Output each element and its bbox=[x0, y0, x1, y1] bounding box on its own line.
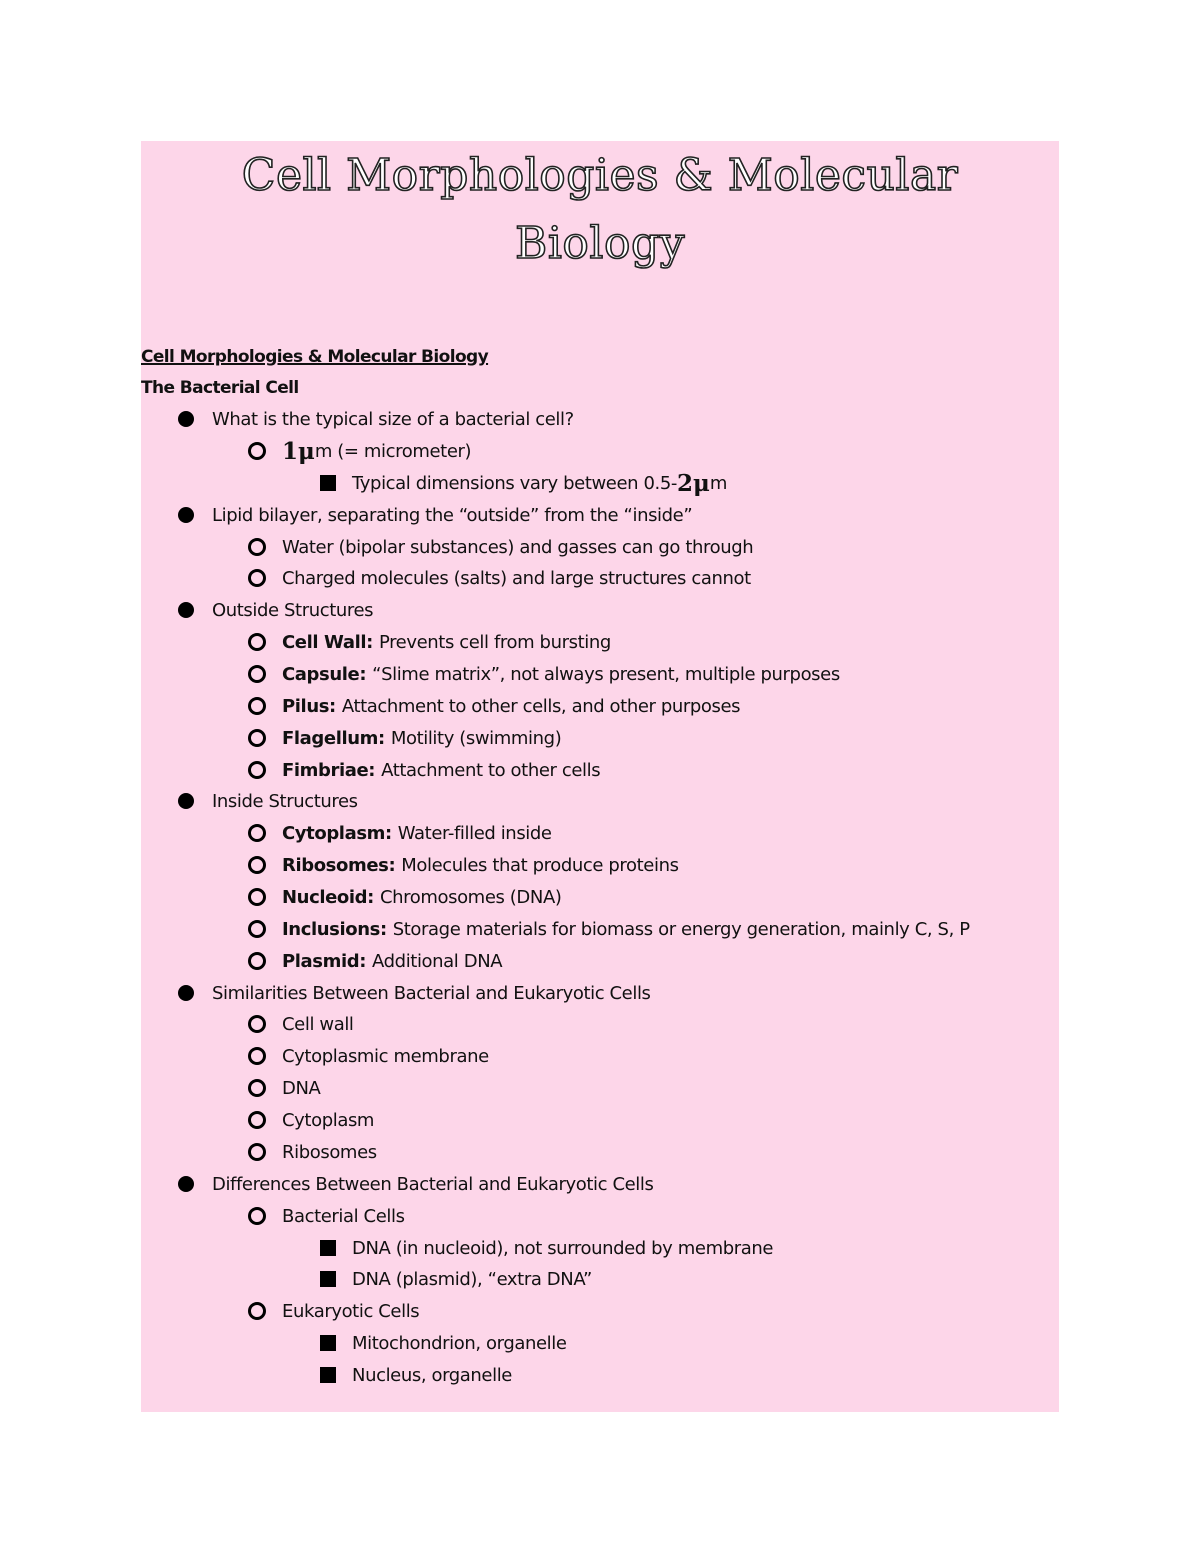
term-label: Plasmid: bbox=[282, 950, 367, 972]
hollow-circle-bullet-icon bbox=[248, 888, 266, 906]
list-item bbox=[320, 1329, 567, 1357]
term-label: Inclusions: bbox=[282, 918, 387, 940]
hollow-circle-bullet-icon bbox=[248, 761, 266, 779]
list-item bbox=[248, 533, 753, 561]
hollow-circle-bullet-icon bbox=[248, 856, 266, 874]
hollow-circle-bullet-icon bbox=[248, 952, 266, 970]
term-description: Attachment to other cells bbox=[381, 759, 601, 781]
list-item-text: Typical dimensions vary between 0.5- bbox=[352, 472, 677, 494]
list-item bbox=[248, 628, 611, 656]
list-item-text: What is the typical size of a bacterial cell? bbox=[212, 408, 574, 430]
list-item-text: Mitochondrion, organelle bbox=[352, 1332, 567, 1354]
list-item bbox=[248, 437, 471, 465]
list-item-text: m bbox=[709, 472, 727, 494]
list-item-text: Lipid bilayer, separating the “outside” from the “inside” bbox=[212, 504, 693, 526]
term-label: Fimbriae: bbox=[282, 759, 376, 781]
list-item bbox=[248, 1202, 405, 1230]
title-line: Cell Morphologies & Molecular bbox=[241, 150, 959, 201]
list-item bbox=[178, 596, 373, 624]
square-bullet-icon bbox=[320, 1240, 336, 1256]
square-bullet-icon bbox=[320, 1271, 336, 1287]
list-item bbox=[320, 469, 727, 497]
list-item bbox=[248, 1106, 374, 1134]
subheading: The Bacterial Cell bbox=[141, 378, 299, 398]
hollow-circle-bullet-icon bbox=[248, 1047, 266, 1065]
hollow-circle-bullet-icon bbox=[248, 665, 266, 683]
term-label: Pilus: bbox=[282, 695, 336, 717]
filled-circle-bullet-icon bbox=[178, 985, 194, 1001]
list-item-text: DNA (in nucleoid), not surrounded by membrane bbox=[352, 1237, 774, 1259]
term-description: Molecules that produce proteins bbox=[401, 854, 679, 876]
list-item bbox=[178, 501, 692, 529]
filled-circle-bullet-icon bbox=[178, 793, 194, 809]
term-description: Prevents cell from bursting bbox=[378, 631, 611, 653]
list-item bbox=[178, 979, 651, 1007]
list-item-text: Inside Structures bbox=[212, 790, 358, 812]
section-heading: Cell Morphologies & Molecular Biology bbox=[141, 347, 489, 367]
list-item bbox=[248, 947, 502, 975]
hollow-circle-bullet-icon bbox=[248, 1079, 266, 1097]
hollow-circle-bullet-icon bbox=[248, 697, 266, 715]
hollow-circle-bullet-icon bbox=[248, 1111, 266, 1129]
list-item-text: DNA (plasmid), “extra DNA” bbox=[352, 1268, 592, 1290]
list-item-text: Charged molecules (salts) and large structures cannot bbox=[282, 567, 751, 589]
list-item bbox=[248, 883, 561, 911]
list-item bbox=[248, 915, 970, 943]
list-item-text: Similarities Between Bacterial and Eukaryotic Cells bbox=[212, 982, 651, 1004]
list-item-text: Cytoplasmic membrane bbox=[282, 1045, 489, 1067]
term-label: Nucleoid: bbox=[282, 886, 374, 908]
list-item-text: Bacterial Cells bbox=[282, 1205, 405, 1227]
list-item bbox=[248, 692, 740, 720]
term-description: Chromosomes (DNA) bbox=[379, 886, 562, 908]
hollow-circle-bullet-icon bbox=[248, 1143, 266, 1161]
filled-circle-bullet-icon bbox=[178, 602, 194, 618]
term-label: Cytoplasm: bbox=[282, 822, 392, 844]
square-bullet-icon bbox=[320, 1367, 336, 1383]
list-item bbox=[248, 1042, 489, 1070]
hollow-circle-bullet-icon bbox=[248, 920, 266, 938]
list-item bbox=[320, 1361, 512, 1389]
hollow-circle-bullet-icon bbox=[248, 442, 266, 460]
list-item bbox=[248, 1010, 354, 1038]
square-bullet-icon bbox=[320, 475, 336, 491]
list-item-text: DNA bbox=[282, 1077, 321, 1099]
list-item-text: Cell wall bbox=[282, 1013, 354, 1035]
filled-circle-bullet-icon bbox=[178, 1176, 194, 1192]
title-line: Biology bbox=[515, 218, 685, 269]
list-item bbox=[320, 1265, 592, 1293]
square-bullet-icon bbox=[320, 1335, 336, 1351]
hollow-circle-bullet-icon bbox=[248, 1207, 266, 1225]
term-description: Water-filled inside bbox=[397, 822, 552, 844]
list-item-text: Eukaryotic Cells bbox=[282, 1300, 420, 1322]
list-item bbox=[248, 819, 552, 847]
list-item bbox=[178, 1170, 653, 1198]
term-description: Additional DNA bbox=[372, 950, 503, 972]
filled-circle-bullet-icon bbox=[178, 411, 194, 427]
list-item bbox=[248, 1297, 419, 1325]
size-value: 1μ bbox=[282, 437, 315, 465]
hollow-circle-bullet-icon bbox=[248, 569, 266, 587]
list-item-text: Cytoplasm bbox=[282, 1109, 375, 1131]
size-value: 2μ bbox=[677, 469, 710, 497]
list-item bbox=[248, 564, 751, 592]
list-item bbox=[248, 851, 679, 879]
hollow-circle-bullet-icon bbox=[248, 1015, 266, 1033]
list-item-text: Water (bipolar substances) and gasses can go through bbox=[282, 536, 754, 558]
list-item-text: Outside Structures bbox=[212, 599, 374, 621]
list-item bbox=[248, 724, 561, 752]
list-item bbox=[320, 1234, 773, 1262]
hollow-circle-bullet-icon bbox=[248, 633, 266, 651]
term-label: Ribosomes: bbox=[282, 854, 396, 876]
hollow-circle-bullet-icon bbox=[248, 824, 266, 842]
hollow-circle-bullet-icon bbox=[248, 729, 266, 747]
term-description: Motility (swimming) bbox=[390, 727, 562, 749]
term-description: Storage materials for biomass or energy generation, mainly C, S, P bbox=[392, 918, 970, 940]
term-description: “Slime matrix”, not always present, multiple purposes bbox=[372, 663, 840, 685]
filled-circle-bullet-icon bbox=[178, 507, 194, 523]
hollow-circle-bullet-icon bbox=[248, 538, 266, 556]
term-description: Attachment to other cells, and other purposes bbox=[341, 695, 741, 717]
list-item-text: m (= micrometer) bbox=[314, 440, 472, 462]
term-label: Flagellum: bbox=[282, 727, 385, 749]
list-item bbox=[178, 787, 358, 815]
list-item-text: Differences Between Bacterial and Eukaryotic Cells bbox=[212, 1173, 654, 1195]
term-label: Capsule: bbox=[282, 663, 367, 685]
list-item bbox=[248, 756, 600, 784]
list-item bbox=[248, 1138, 377, 1166]
list-item-text: Ribosomes bbox=[282, 1141, 377, 1163]
list-item bbox=[248, 1074, 320, 1102]
list-item bbox=[248, 660, 840, 688]
list-item-text: Nucleus, organelle bbox=[352, 1364, 512, 1386]
document-title bbox=[141, 142, 1059, 278]
term-label: Cell Wall: bbox=[282, 631, 373, 653]
list-item bbox=[178, 405, 574, 433]
hollow-circle-bullet-icon bbox=[248, 1302, 266, 1320]
